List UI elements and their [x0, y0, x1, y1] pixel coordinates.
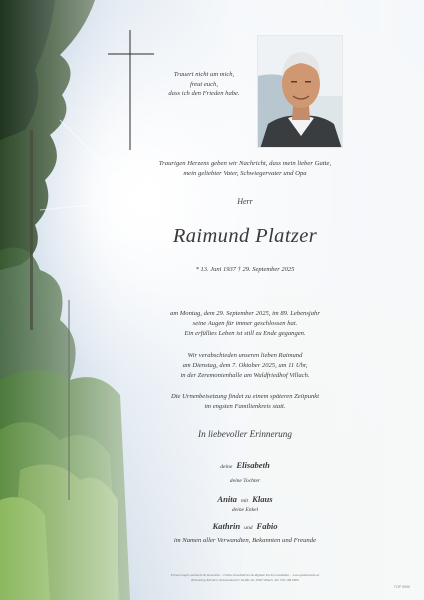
burial-paragraph [110, 392, 380, 412]
paragraph-line: am Dienstag, dem 7. Oktober 2025, um 11 Uhr, [182, 362, 308, 369]
paragraph-line: seine Augen für immer geschlossen hat. [192, 320, 298, 327]
life-dates: * 13. Juni 1937 † 29. September 2025 [195, 266, 295, 273]
paragraph-line: Wir verabschieden unseren lieben Raimund [187, 352, 303, 359]
verse-line: dass ich den Frieden habe. [168, 90, 240, 98]
verse-line: freut euch, [190, 80, 218, 88]
salutation: Herr [237, 197, 253, 206]
family-grandchildren-lead: deine Enkel [231, 507, 259, 513]
intro-text [110, 159, 380, 179]
family-name: Elisabeth [236, 460, 270, 470]
family-join: und [244, 525, 253, 531]
intro-line: mein geliebter Vater, Schwiegervater und Opa [183, 170, 307, 177]
paragraph-line: Ein erfülltes Leben ist still zu Ende gegangen. [184, 330, 306, 337]
closing-line: im Namen aller Verwandten, Bekannten und Freunde [173, 537, 317, 544]
verse [134, 70, 274, 99]
family-lead: deine [220, 464, 233, 470]
reference-code: TOP 9090 [393, 585, 410, 589]
family-name: Kathrin [212, 521, 241, 531]
family-name: Fabio [256, 521, 278, 531]
passing-paragraph [110, 309, 380, 339]
footer-imprint [110, 573, 380, 582]
family-daughter-lead: deine Tochter [229, 478, 261, 484]
footer-line: Bestattung Kärnten, Kreuzenbacher Straße 26, 9500 Villach, Tel. 059 188 6600 [191, 577, 299, 582]
remembrance-heading: In liebevoller Erinnerung [198, 429, 292, 439]
paragraph-line: in der Zeremonienhalle am Waldfriedhof Villach. [180, 372, 310, 379]
paragraph-line: Die Urnenbeisetzung findet zu einem späteren Zeitpunkt [170, 393, 320, 400]
paragraph-line: am Montag, dem 29. September 2025, im 89. Lebensjahr [170, 310, 320, 317]
family-name: Anita [217, 494, 237, 504]
footer-line: Erinnerungen sammeln & bewahren – Online Kondolieren & digitale Kerzen anzünden – www.gedenkseite.at [170, 573, 320, 577]
farewell-paragraph [110, 351, 380, 381]
family-join: mit [240, 498, 249, 504]
portrait-photo [257, 35, 343, 148]
family-name: Klaus [252, 494, 273, 504]
deceased-name: Raimund Platzer [172, 225, 318, 247]
paragraph-line: im engsten Familienkreis statt. [204, 403, 286, 410]
family-wife [110, 455, 380, 473]
intro-line: Traurigen Herzens geben wir Nachricht, dass mein lieber Gatte, [158, 160, 332, 167]
family-grandchildren [110, 516, 380, 534]
family-daughter [110, 489, 380, 507]
verse-line: Trauert nicht um mich, [173, 71, 235, 78]
